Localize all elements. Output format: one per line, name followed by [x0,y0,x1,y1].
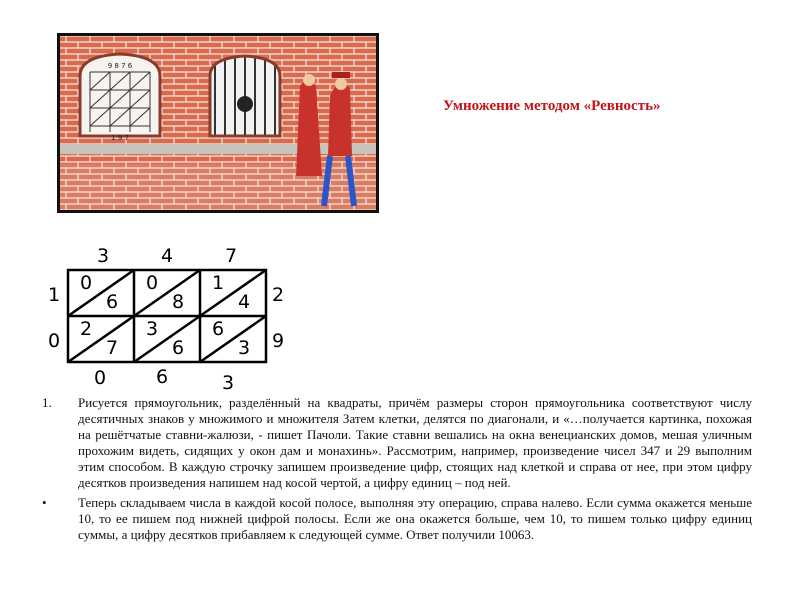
top-digit-2: 4 [160,245,174,267]
bottom-digit-2: 6 [155,366,169,388]
left-digit-1: 1 [47,284,61,306]
cell-r2c2-tens: 3 [145,318,159,340]
top-digit-3: 7 [224,245,238,267]
lattice-multiplication-figure [40,236,300,396]
bottom-digit-3: 3 [221,372,235,394]
list-item [40,395,752,491]
window-digits-top: 9 8 7 6 [107,62,133,70]
cell-r1c2-tens: 0 [145,272,159,294]
bottom-digit-1: 0 [93,367,107,389]
right-digit-1: 2 [271,284,285,306]
left-digit-2: 0 [47,330,61,352]
cell-r2c2-units: 6 [171,337,185,359]
top-digit-1: 3 [96,245,110,267]
cell-r1c1-tens: 0 [79,272,93,294]
slide-title: Умножение методом «Ревность» [443,98,661,114]
list-item-text: Теперь складываем числа в каждой косой полосе, выполняя эту операцию, справа налево. Если сумма окажется меньше 10, то ее пишем под нижней цифрой полосы. Если же она окажется больше, чем 10, то пишем только цифру единиц суммы, а цифру десятков прибавляем к следующей сумме. Ответ получили 10063. [78,495,752,542]
list-marker: • [42,495,47,510]
list-item-text: Рисуется прямоугольник, разделённый на квадраты, причём размеры сторон прямоугольника соответствуют числу десятичных знаков у множимого и множителя Затем клетки, делятся по диагонали, и «…получается картинка, похожая на решётчатые ставни-жалюзи, - пишет Пачоли. Такие ставни вешались на окна венецианских домов, мешая уличным прохожим видеть, сидящих у окон дам и монахинь». Рассмотрим, например, произведение чисел 347 и 29 выполним этим способом. В каждую строчку запишем произведение цифр, стоящих над клеткой и справа от нее, при этом цифру десятков произведения напишем над косой чертой, а цифру единиц – под ней. [78,395,752,490]
cell-r1c1-units: 6 [105,291,119,313]
list-item [40,495,752,543]
cell-r2c3-tens: 6 [211,318,225,340]
cell-r2c1-units: 7 [105,337,119,359]
cell-r1c3-units: 4 [237,291,251,313]
right-digit-2: 9 [271,330,285,352]
window-digits-bottom: 1 9 7 [111,134,129,142]
cell-r2c3-units: 3 [237,337,251,359]
explanation-list [40,395,752,547]
cell-r1c2-units: 8 [171,291,185,313]
venetian-window-illustration [57,33,379,213]
illustration-drawing [60,36,376,210]
cell-r2c1-tens: 2 [79,318,93,340]
list-marker: 1. [42,395,52,410]
cell-r1c3-tens: 1 [211,272,225,294]
